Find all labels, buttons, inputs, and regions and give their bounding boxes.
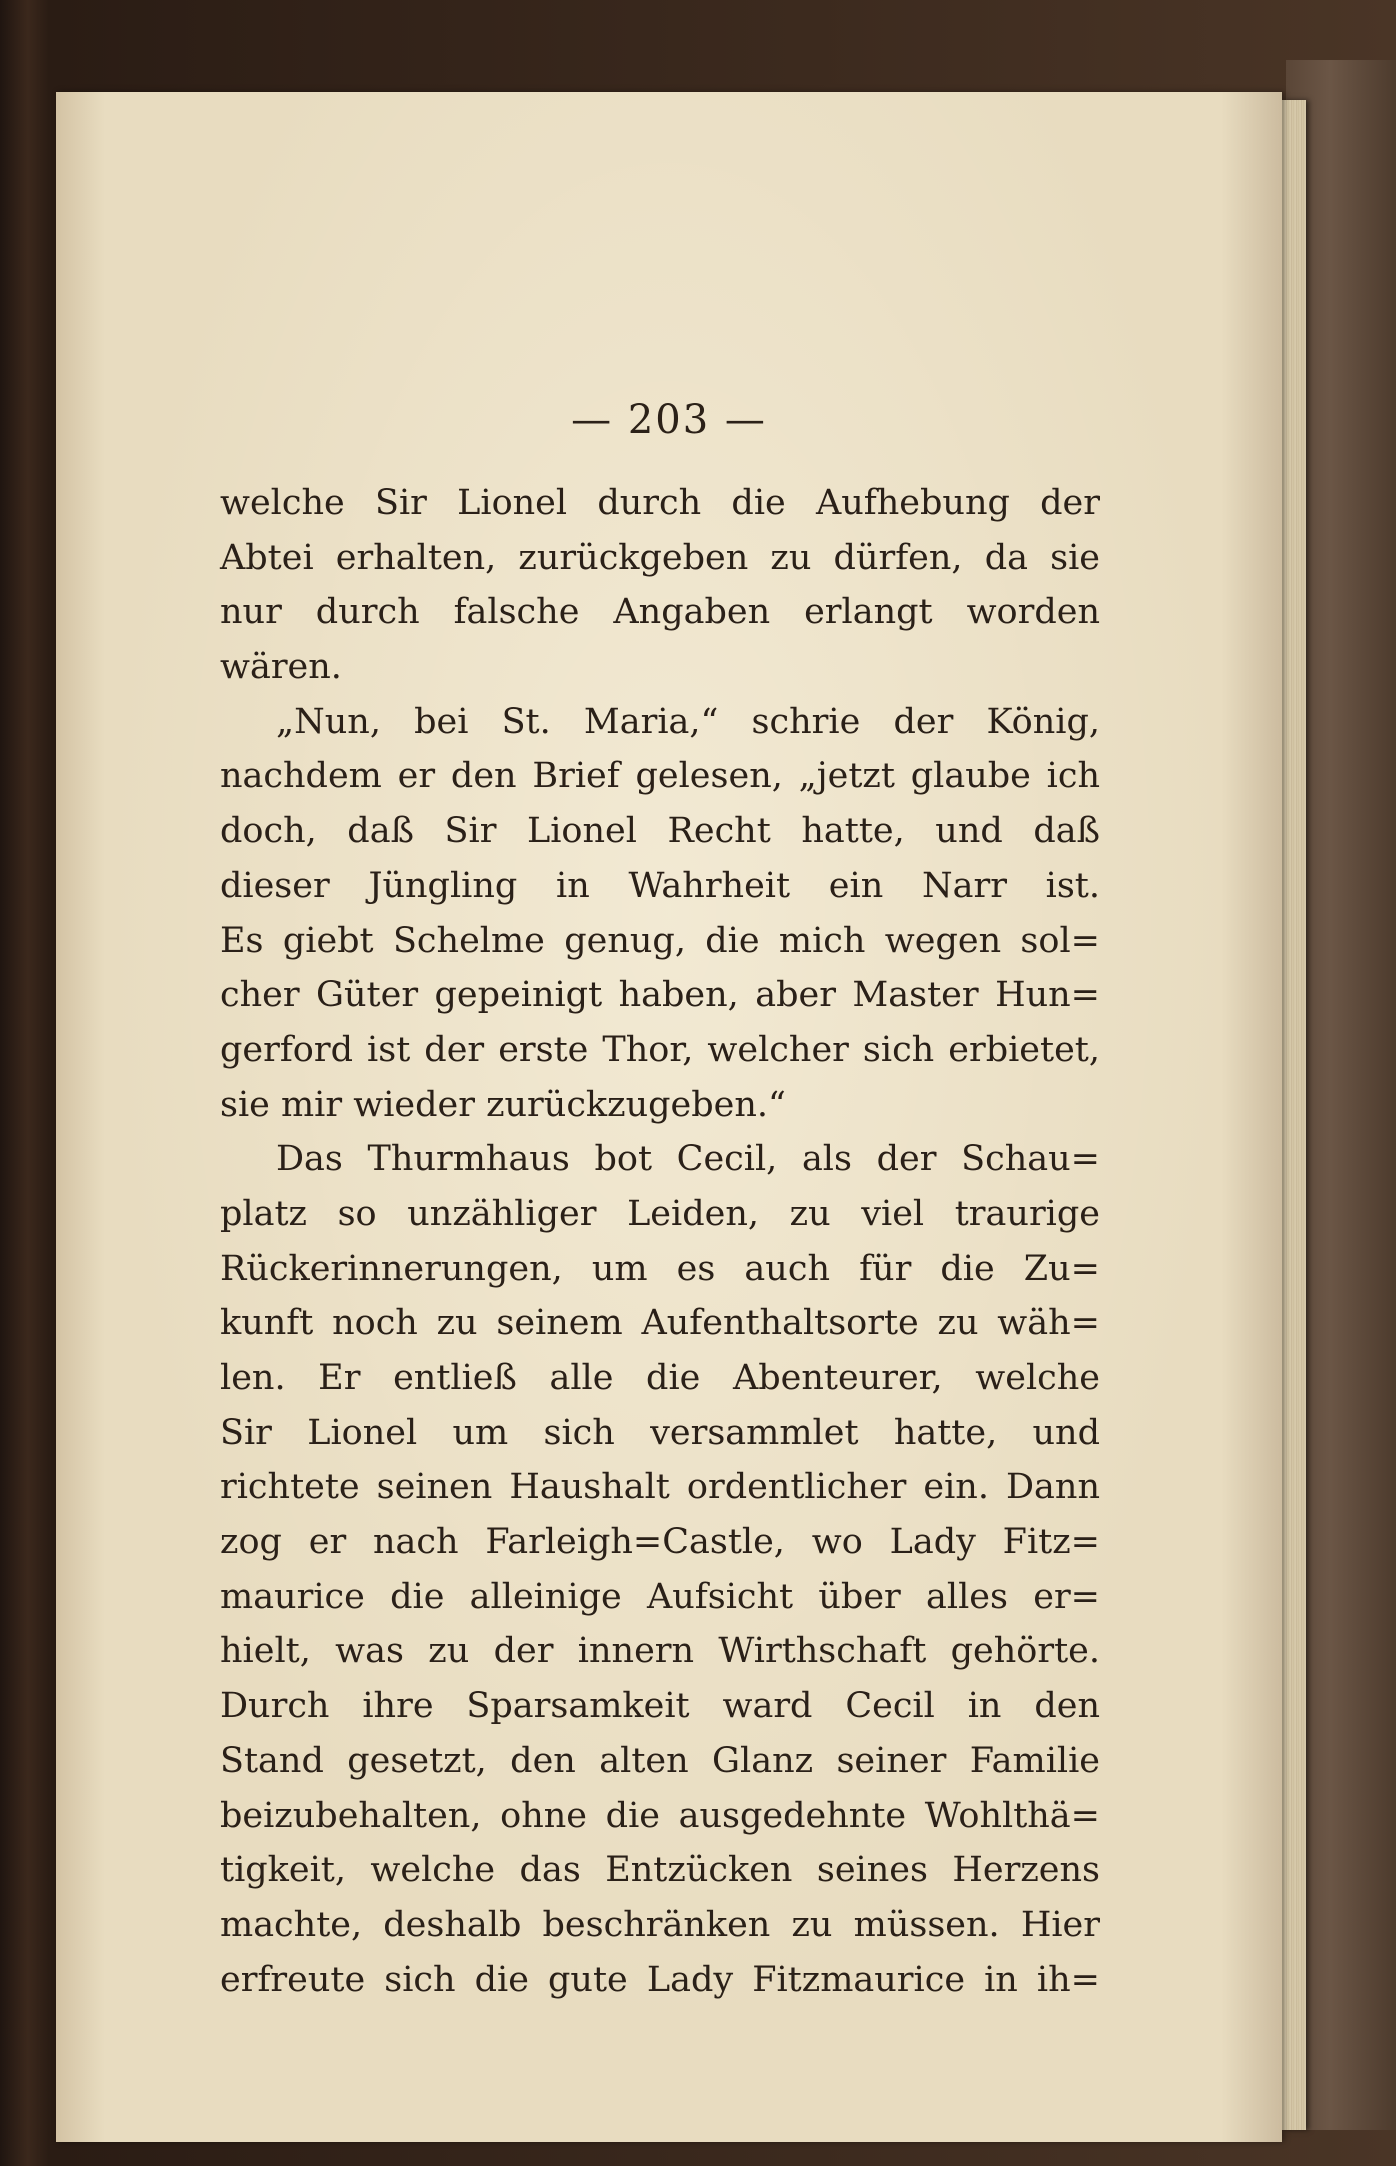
- text-line: len. Er entließ alle die Abenteurer, welche: [220, 1358, 1100, 1398]
- body-text: [220, 476, 1100, 2007]
- text-line: erfreute sich die gute Lady Fitzmaurice in ih=: [220, 1959, 1100, 2000]
- text-line: doch, daß Sir Lionel Recht hatte, und daß: [220, 811, 1100, 852]
- page-number-header: — 203 —: [571, 397, 767, 443]
- text-line: dieser Jüngling in Wahrheit ein Narr ist.: [220, 865, 1100, 906]
- text-line: platz so unzähliger Leiden, zu viel traurige: [220, 1193, 1100, 1234]
- text-line: Abtei erhalten, zurückgeben zu dürfen, da sie: [220, 537, 1100, 578]
- text-line: Das Thurmhaus bot Cecil, als der Schau=: [276, 1139, 1100, 1180]
- text-line: nachdem er den Brief gelesen, „jetzt glaube ich: [220, 756, 1100, 797]
- text-line: gerford ist der erste Thor, welcher sich erbietet,: [220, 1029, 1100, 1070]
- text-line: richtete seinen Haushalt ordentlicher ein. Dann: [220, 1467, 1100, 1508]
- text-line: Rückerinnerungen, um es auch für die Zu=: [220, 1248, 1100, 1289]
- text-line: welche Sir Lionel durch die Aufhebung der: [220, 483, 1100, 523]
- text-line: machte, deshalb beschränken zu müssen. Hier: [220, 1904, 1100, 1945]
- book-page: [56, 92, 1282, 2142]
- text-line: Durch ihre Sparsamkeit ward Cecil in den: [220, 1686, 1100, 1727]
- text-line: tigkeit, welche das Entzücken seines Herzens: [220, 1850, 1100, 1891]
- text-line: sie mir wieder zurückzugeben.“: [220, 1084, 786, 1125]
- text-line: nur durch falsche Angaben erlangt worden: [220, 592, 1100, 633]
- text-line: kunft noch zu seinem Aufenthaltsorte zu wäh=: [220, 1303, 1100, 1344]
- text-line: Stand gesetzt, den alten Glanz seiner Familie: [220, 1740, 1100, 1781]
- text-line: Sir Lionel um sich versammlet hatte, und: [220, 1412, 1100, 1453]
- text-line: maurice die alleinige Aufsicht über alles er=: [220, 1576, 1100, 1617]
- text-line: wären.: [220, 647, 342, 688]
- text-line: Es giebt Schelme genug, die mich wegen sol=: [220, 920, 1100, 961]
- page-stack-edge: [1282, 100, 1306, 2130]
- text-line: beizubehalten, ohne die ausgedehnte Wohlthä=: [220, 1795, 1100, 1836]
- text-line: hielt, was zu der innern Wirthschaft gehörte.: [220, 1631, 1100, 1672]
- text-line: zog er nach Farleigh=Castle, wo Lady Fitz=: [220, 1522, 1100, 1563]
- text-line: „Nun, bei St. Maria,“ schrie der König,: [276, 701, 1100, 742]
- text-line: cher Güter gepeinigt haben, aber Master Hun=: [220, 975, 1100, 1016]
